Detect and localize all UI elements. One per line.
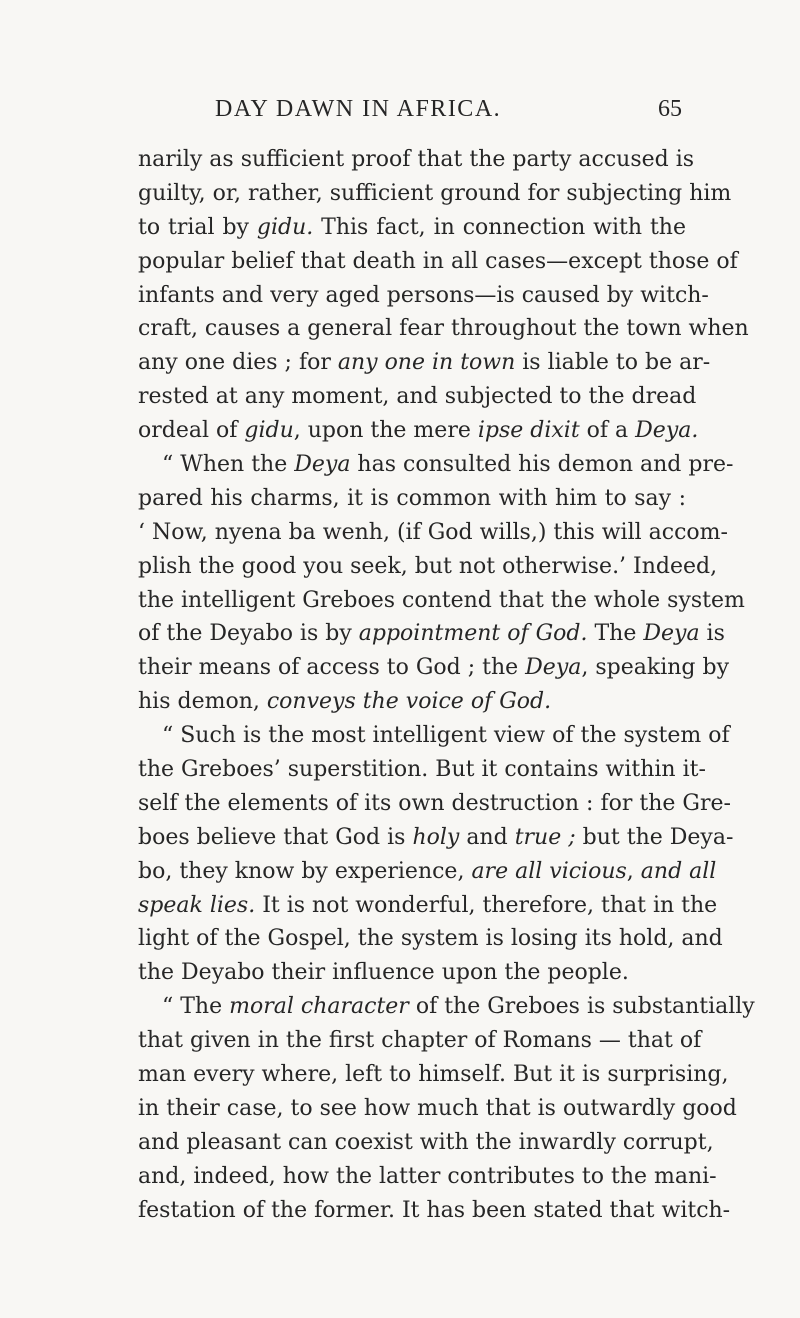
text-segment: festation of the former. It has been stated that witch- [138,1197,731,1223]
text-line [138,482,686,516]
text-segment: ordeal of [138,418,245,444]
text-segment: the Deyabo their influence upon the people. [138,960,629,986]
text-segment: and, indeed, how the latter contributes to the mani- [138,1163,717,1189]
text-line [138,516,728,550]
italic-text: gidu. [256,214,314,240]
text-segment: the Greboes’ superstition. But it contains within it- [138,757,706,783]
text-segment: man every where, left to himself. But it is surprising, [138,1062,729,1088]
text-segment: narily as sufficient proof that the party accused is [138,147,695,172]
text-segment: guilty, or, rather, sufficient ground for subjecting him [138,180,732,206]
text-line [138,1194,731,1228]
text-line [138,380,697,414]
body-text [138,143,755,1228]
text-segment: their means of access to God ; the [138,655,526,681]
text-segment: infants and very aged persons—is caused by witch- [138,282,709,308]
text-segment: craft, causes a general fear throughout the town when [138,316,749,342]
italic-text: are all vicious [471,858,627,884]
text-segment: has consulted his demon and pre- [350,452,734,478]
text-segment: “ Such is the most intelligent view of the system of [162,723,730,749]
text-line [138,448,734,482]
text-segment: any one dies ; for [138,350,338,376]
text-line [138,1092,737,1126]
text-segment: “ When the [162,452,295,478]
text-line [138,855,717,889]
text-segment: that given in the first chapter of Romans — that of [138,1028,702,1054]
text-segment: and pleasant can coexist with the inwardly corrupt, [138,1129,714,1155]
text-line [138,1160,717,1194]
text-segment: boes believe that God is [138,824,413,850]
text-segment: “ The [162,994,230,1020]
text-line [138,584,745,618]
text-segment: to trial by [138,214,257,240]
text-segment: , [626,858,641,884]
page-header [0,96,800,136]
text-segment: but the Deya- [575,824,734,850]
text-line [138,143,695,177]
text-segment: is [699,621,725,647]
text-segment: pared his charms, it is common with him to say : [138,485,686,511]
italic-text: speak lies. [138,892,256,918]
italic-text: holy [412,824,460,850]
text-line [138,617,725,651]
italic-text: Deya [643,621,700,647]
italic-text: ipse dixit [477,418,580,444]
italic-text: any one in town [337,350,516,376]
text-segment: ‘ Now, nyena ba wenh, (if God wills,) this will accom- [138,519,728,545]
text-segment: his demon, [138,689,267,715]
text-segment: light of the Gospel, the system is losing its hold, and [138,926,723,952]
italic-text: conveys the voice of God. [266,689,552,715]
text-segment: in their case, to see how much that is outwardly good [138,1095,737,1121]
text-segment: popular belief that death in all cases—except those of [138,248,738,274]
italic-text: Deya [294,452,351,478]
text-line [138,889,718,923]
italic-text: Deya [525,655,582,681]
text-line [138,414,699,448]
text-line [138,719,730,753]
italic-text: and all [640,858,717,884]
text-segment: It is not wonderful, therefore, that in the [255,892,718,918]
italic-text: gidu [244,418,294,444]
text-line [138,821,734,855]
text-line [138,1024,702,1058]
italic-text: Deya. [635,418,699,444]
italic-text: true ; [514,824,576,850]
text-segment: , speaking by [581,655,729,681]
text-line [138,651,729,685]
text-segment: of the Greboes is substantially [408,994,755,1020]
text-line [138,550,718,584]
text-segment: The [587,621,644,647]
text-line [138,753,706,787]
text-line [138,211,686,245]
text-line [138,1126,714,1160]
italic-text: appointment of God. [358,621,588,647]
text-line [138,346,711,380]
text-line [138,279,709,313]
text-line [138,956,686,990]
text-segment: of a [579,418,636,444]
text-segment: This fact, in connection with the [313,214,686,240]
text-line [138,1058,729,1092]
text-line [138,787,731,821]
text-segment: plish the good you seek, but not otherwise.’ Indeed, [138,553,718,579]
text-segment: the intelligent Greboes contend that the whole system [138,587,745,613]
page-number: 65 [658,96,682,122]
text-line [138,245,738,279]
italic-text: moral character [229,994,409,1020]
text-line [138,177,732,211]
text-line [138,685,686,719]
running-title: DAY DAWN IN AFRICA. [215,96,502,122]
text-segment: self the elements of its own destruction : for the Gre- [138,790,731,816]
text-line [138,312,749,346]
text-line [138,990,755,1024]
text-segment: and [459,824,515,850]
text-segment: is liable to be ar- [515,350,711,376]
text-segment: , upon the mere [293,418,478,444]
text-segment: rested at any moment, and subjected to the dread [138,384,697,410]
text-segment: bo, they know by experience, [138,858,472,884]
text-line [138,922,723,956]
text-segment: of the Deyabo is by [138,621,359,647]
